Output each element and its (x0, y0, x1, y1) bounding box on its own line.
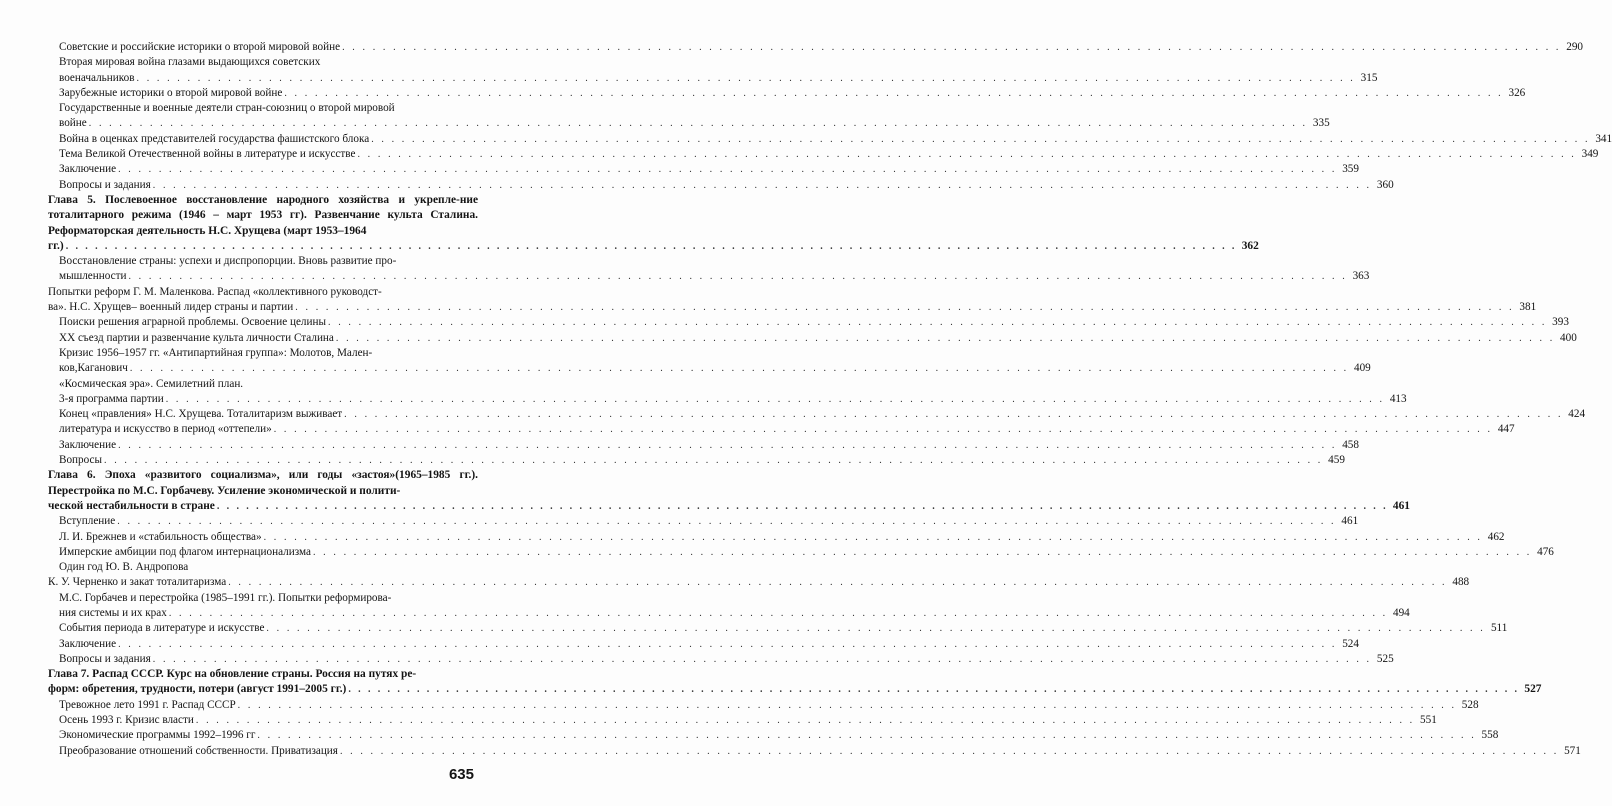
toc-leader-dots: . . . . . . . . . . . . . . . . . . . . . . . . . . . . . . . . . . . . . . . . . . . . . . . . . . . . . . . . . . . . . . . . . . . . . . . . . . . . . . . . . . . . . . . . . . . . . . . . . . . . . . . . . . . . . . . . . . . . . . . . (348, 684, 1520, 696)
toc-entry-page: 551 (1420, 714, 1437, 727)
toc-entry-title: ния системы и их крах (59, 606, 167, 619)
toc-leader-dots: . . . . . . . . . . . . . . . . . . . . . . . . . . . . . . . . . . . . . . . . . . . . . . . . . . . . . . . . . . . . . . . . . . . . . . . . . . . . . . . . . . . . . . . . . . . . . . . . . . . . . . . . . . . . . . . . . . . . . . . . (117, 516, 1337, 528)
toc-entry-title: ва». Н.С. Хрущев– военный лидер страны и партии (48, 301, 294, 314)
toc-entry (48, 346, 1371, 377)
toc-leader-dots: . . . . . . . . . . . . . . . . . . . . . . . . . . . . . . . . . . . . . . . . . . . . . . . . . . . . . . . . . . . . . . . . . . . . . . . . . . . . . . . . . . . . . . . . . . . . . . . . . . . . . . . . . . . . . . . . . . . . . . . . (357, 149, 1577, 161)
toc-leader-dots: . . . . . . . . . . . . . . . . . . . . . . . . . . . . . . . . . . . . . . . . . . . . . . . . . . . . . . . . . . . . . . . . . . . . . . . . . . . . . . . . . . . . . . . . . . . . . . . . . . . . . . . . . . . . . . . . . . . . . . . . (312, 546, 1532, 558)
toc-entry-line (48, 682, 1542, 697)
toc-entry-line (59, 407, 1586, 422)
toc-entry-lead: Вторая мировая война глазами выдающихся советских (59, 56, 321, 69)
toc-entry (48, 315, 1569, 330)
toc-leader-dots: . . . . . . . . . . . . . . . . . . . . . . . . . . . . . . . . . . . . . . . . . . . . . . . . . . . . . . . . . . . . . . . . . . . . . . . . . . . . . . . . . . . . . . . . . . . . . . . . . . . . . . . . . . . . . . . . . . . . . . . . (128, 271, 1348, 283)
toc-entry-page: 525 (1376, 652, 1394, 665)
toc-entry (48, 422, 1515, 437)
toc-entry (48, 438, 1359, 453)
toc-leader-dots: . . . . . . . . . . . . . . . . . . . . . . . . . . . . . . . . . . . . . . . . . . . . . . . . . . . . . . . . . . . . . . . . . . . . . . . . . . . . . . . . . . . . . . . . . . . . . . . . . . . . . . . . . . . . . . . . . . . . . . . . (165, 393, 1385, 405)
toc-entry (48, 285, 1537, 316)
toc-entry (48, 55, 1378, 86)
toc-entry-line (59, 438, 1359, 453)
toc-entry-page: 393 (1552, 316, 1569, 329)
toc-entry-page: 558 (1481, 729, 1499, 742)
toc-leader-dots: . . . . . . . . . . . . . . . . . . . . . . . . . . . . . . . . . . . . . . . . . . . . . . . . . . . . . . . . . . . . . . . . . . . . . . . . . . . . . . . . . . . . . . . . . . . . . . . . . . . . . . . . . . . . . . . . . . . . . . . . (129, 363, 1349, 375)
toc-leader-dots: . . . . . . . . . . . . . . . . . . . . . . . . . . . . . . . . . . . . . . . . . . . . . . . . . . . . . . . . . . . . . . . . . . . . . . . . . . . . . . . . . . . . . . . . . . . . . . . . . . . . . . . . . . . . . . . . . . . . . . . . (168, 607, 1388, 619)
toc-entry-line (59, 545, 1554, 560)
toc-entry-line (59, 361, 1371, 376)
toc-entry-title: Заключение (59, 637, 117, 650)
toc-entry-page: 349 (1581, 148, 1599, 161)
toc-entry-title: литература и искусство в период «оттепели» (59, 423, 272, 436)
toc-entry (48, 86, 1526, 101)
toc-entry-line (59, 560, 478, 575)
toc-entry-line (59, 530, 1505, 545)
toc-entry-line (59, 453, 1345, 468)
toc-entry (48, 713, 1437, 728)
toc-entry-line (59, 744, 1581, 759)
toc-entry-line (59, 86, 1526, 101)
toc-entry (48, 591, 1410, 622)
toc-entry-title: Советские и российские историки о второй мировой войне (59, 41, 341, 53)
toc-entry (48, 698, 1479, 713)
toc-entry-line (59, 269, 1370, 284)
toc-leader-dots: . . . . . . . . . . . . . . . . . . . . . . . . . . . . . . . . . . . . . . . . . . . . . . . . . . . . . . . . . . . . . . . . . . . . . . . . . . . . . . . . . . . . . . . . . . . . . . . . . . . . . . . . . . . . . . . . . . . . . . . . (152, 179, 1372, 191)
toc-entry-lead: Восстановление страны: успехи и диспропорции. Вновь развитие про- (59, 255, 397, 268)
toc-entry-title: Тема Великой Отечественной войны в литературе и искусстве (59, 148, 356, 161)
toc-entry-lead: Государственные и военные деятели стран-союзниц о второй мировой (59, 102, 395, 115)
toc-leader-dots: . . . . . . . . . . . . . . . . . . . . . . . . . . . . . . . . . . . . . . . . . . . . . . . . . . . . . . . . . . . . . . . . . . . . . . . . . . . . . . . . . . . . . . . . . . . . . . . . . . . . . . . . . . . . . . . . . . . . . . . . (118, 164, 1337, 176)
toc-entry-page: 363 (1352, 270, 1370, 283)
toc-entry-line (59, 392, 1407, 407)
toc-leader-dots: . . . . . . . . . . . . . . . . . . . . . . . . . . . . . . . . . . . . . . . . . . . . . . . . . . . . . . . . . . . . . . . . . . . . . . . . . . . . . . . . . . . . . . . . . . . . . . . . . . . . . . . . . . . . . . . . . . . . . . . . (65, 240, 1237, 252)
toc-entry-page: 461 (1341, 515, 1359, 528)
toc-entry-line (59, 621, 1508, 636)
toc-entry-page: 458 (1342, 438, 1359, 451)
toc-entry-lead: Кризис 1956–1957 гг. «Антипартийная группа»: Молотов, Мален- (59, 346, 373, 359)
toc-entry-line (59, 331, 1577, 346)
toc-entry-line (59, 178, 1394, 193)
toc-entry-line (59, 422, 1515, 437)
toc-entry-page: 511 (1490, 622, 1508, 635)
toc-entry (48, 162, 1359, 177)
toc-entry-line (59, 116, 1330, 131)
toc-entry-page: 462 (1487, 530, 1505, 543)
toc-entry-title: Преобразование отношений собственности. Приватизация (59, 744, 338, 757)
toc-entry (48, 575, 1470, 590)
toc-entry (48, 530, 1505, 545)
toc-entry (48, 40, 1583, 55)
toc-entry (48, 178, 1394, 193)
toc-leader-dots: . . . . . . . . . . . . . . . . . . . . . . . . . . . . . . . . . . . . . . . . . . . . . . . . . . . . . . . . . . . . . . . . . . . . . . . . . . . . . . . . . . . . . . . . . . . . . . . . . . . . . . . . . . . . . . . . . . . . . . . . (284, 87, 1504, 99)
toc-entry-line (59, 698, 1479, 713)
toc-entry-page: 459 (1328, 454, 1345, 467)
toc-entry-line (59, 514, 1359, 529)
toc-leader-dots: . . . . . . . . . . . . . . . . . . . . . . . . . . . . . . . . . . . . . . . . . . . . . . . . . . . . . . . . . . . . . . . . . . . . . . . . . . . . . . . . . . . . . . . . . . . . . . . . . . . . . . . . . . . . . . . . . . . . . . . . (263, 531, 1483, 543)
toc-entry-lead: Попытки реформ Г. М. Маленкова. Распад «коллективного руководст- (48, 285, 382, 298)
toc-leader-dots: . . . . . . . . . . . . . . . . . . . . . . . . . . . . . . . . . . . . . . . . . . . . . . . . . . . . . . . . . . . . . . . . . . . . . . . . . . . . . . . . . . . . . . . . . . . . . . . . . . . . . . . . . . . . . . . . . . . . . . . . (152, 653, 1372, 665)
toc-entry (48, 652, 1394, 667)
toc-entry-title: Война в оценках представителей государства фашистского блока (59, 132, 370, 145)
toc-entry-title: ческой нестабильности в стране (48, 499, 215, 512)
toc-entry-line (59, 637, 1359, 652)
toc-entry-line (59, 315, 1569, 330)
toc-entry-page: 381 (1519, 301, 1537, 314)
toc-entry (48, 254, 1370, 285)
toc-entry (48, 621, 1508, 636)
toc-entry-title: Заключение (59, 438, 117, 451)
toc-entry (48, 101, 1330, 132)
toc-leader-dots: . . . . . . . . . . . . . . . . . . . . . . . . . . . . . . . . . . . . . . . . . . . . . . . . . . . . . . . . . . . . . . . . . . . . . . . . . . . . . . . . . . . . . . . . . . . . . . . . . . . . . . . . . . . . . . . . . . . . . . . . (335, 332, 1555, 344)
toc-entry (48, 407, 1586, 422)
toc-entry (48, 132, 1612, 147)
toc-entry-page: 400 (1560, 331, 1577, 344)
toc-entry-title: форм: обретения, трудности, потери (август 1991–2005 гг.) (48, 683, 347, 696)
toc-entry-title: войне (59, 117, 87, 130)
toc-entry (48, 331, 1577, 346)
toc-entry (48, 514, 1359, 529)
toc-entry-line (59, 162, 1359, 177)
toc-leader-dots: . . . . . . . . . . . . . . . . . . . . . . . . . . . . . . . . . . . . . . . . . . . . . . . . . . . . . . . . . . . . . . . . . . . . . . . . . . . . . . . . . . . . . . . . . . . . . . . . . . . . . . . . . . . . . . . . . . . . . . . . (344, 409, 1564, 421)
toc-leader-dots: . . . . . . . . . . . . . . . . . . . . . . . . . . . . . . . . . . . . . . . . . . . . . . . . . . . . . . . . . . . . . . . . . . . . . . . . . . . . . . . . . . . . . . . . . . . . . . . . . . . . . . . . . . . . . . . . . . . . . . . . (118, 638, 1337, 650)
toc-leader-dots: . . . . . . . . . . . . . . . . . . . . . . . . . . . . . . . . . . . . . . . . . . . . . . . . . . . . . . . . . . . . . . . . . . . . . . . . . . . . . . . . . . . . . . . . . . . . . . . . . . . . . . . . . . . . . . . . . . . . . . . . (237, 699, 1457, 711)
toc-leader-dots: . . . . . . . . . . . . . . . . . . . . . . . . . . . . . . . . . . . . . . . . . . . . . . . . . . . . . . . . . . . . . . . . . . . . . . . . . . . . . . . . . . . . . . . . . . . . . . . . . . . . . . . . . . . . . . . . . . . . . . . . (342, 42, 1561, 53)
toc-entry-page: 341 (1595, 132, 1612, 145)
toc-entry-page: 413 (1389, 392, 1407, 405)
toc-entry-title: XX съезд партии и развенчание культа личности Сталина (59, 331, 334, 344)
toc-entry-title: гг.) (48, 239, 64, 252)
toc-entry-page: 528 (1461, 698, 1479, 711)
toc-entry-page: 315 (1360, 71, 1378, 84)
toc-entry-page: 571 (1564, 744, 1581, 757)
toc-entry-title: Заключение (59, 163, 117, 176)
toc-entry-page: 362 (1241, 239, 1259, 252)
toc-entry-lead: Глава 6. Эпоха «развитого социализма», или годы «застоя»(1965–1985 гг.). Перестройка по М.С. Горбачеву. Усиление экономической и полити- (48, 469, 478, 497)
toc-entry (48, 728, 1499, 743)
toc-entry-line (48, 239, 1259, 254)
toc-leader-dots: . . . . . . . . . . . . . . . . . . . . . . . . . . . . . . . . . . . . . . . . . . . . . . . . . . . . . . . . . . . . . . . . . . . . . . . . . . . . . . . . . . . . . . . . . . . . . . . . . . . . . . . . . . . . . . . . . . . . . . . . (257, 730, 1477, 742)
toc-entry-page: 359 (1342, 163, 1359, 176)
toc-leader-dots: . . . . . . . . . . . . . . . . . . . . . . . . . . . . . . . . . . . . . . . . . . . . . . . . . . . . . . . . . . . . . . . . . . . . . . . . . . . . . . . . . . . . . . . . . . . . . . . . . . . . . . . . . . . . . . . . . . . . . . . . (195, 715, 1415, 727)
toc-entry-line (48, 575, 1470, 590)
toc-entry (48, 744, 1581, 759)
toc-entry (48, 453, 1345, 468)
toc-entry-title: Л. И. Брежнев и «стабильность общества» (59, 530, 262, 543)
toc-chapter-entry (48, 193, 1259, 254)
toc-entry-page: 290 (1566, 41, 1583, 53)
toc-entry-title: Осень 1993 г. Кризис власти (59, 714, 194, 727)
toc-entry-page: 424 (1568, 408, 1586, 421)
toc-entry-page: 360 (1376, 178, 1394, 191)
toc-chapter-entry (48, 468, 1410, 514)
toc-entry-title: Имперские амбиции под флагом интернационализма (59, 545, 311, 558)
toc-entry-page: 476 (1537, 545, 1554, 558)
toc-entry-lead: М.С. Горбачев и перестройка (1985–1991 гг.). Попытки реформирова- (59, 591, 392, 604)
toc-entry-line (59, 713, 1437, 728)
table-of-contents (48, 40, 1612, 759)
toc-entry-title: ков,Каганович (59, 362, 128, 375)
toc-entry-line (59, 652, 1394, 667)
toc-leader-dots: . . . . . . . . . . . . . . . . . . . . . . . . . . . . . . . . . . . . . . . . . . . . . . . . . . . . . . . . . . . . . . . . . . . . . . . . . . . . . . . . . . . . . . . . . . . . . . . . . . . . . . . . . . . . . . . . . . . . . . . . (104, 455, 1323, 467)
toc-entry-page: 461 (1392, 499, 1410, 512)
toc-entry-line (59, 71, 1378, 86)
page-number: 635 (448, 766, 474, 783)
toc-entry-line (59, 728, 1499, 743)
toc-entry-title: К. У. Черненко и закат тоталитаризма (48, 576, 227, 589)
toc-entry (48, 377, 1407, 408)
toc-entry (48, 147, 1599, 162)
toc-entry (48, 560, 478, 575)
toc-entry-title: Конец «правления» Н.С. Хрущева. Тоталитаризм выживает (59, 408, 343, 421)
toc-entry-line (59, 606, 1410, 621)
toc-entry-line (48, 499, 1410, 514)
toc-entry-page: 527 (1524, 683, 1542, 696)
toc-leader-dots: . . . . . . . . . . . . . . . . . . . . . . . . . . . . . . . . . . . . . . . . . . . . . . . . . . . . . . . . . . . . . . . . . . . . . . . . . . . . . . . . . . . . . . . . . . . . . . . . . . . . . . . . . . . . . . . . . . . . . . . . (216, 500, 1388, 512)
toc-entry-title: Вопросы и задания (59, 178, 151, 191)
toc-leader-dots: . . . . . . . . . . . . . . . . . . . . . . . . . . . . . . . . . . . . . . . . . . . . . . . . . . . . . . . . . . . . . . . . . . . . . . . . . . . . . . . . . . . . . . . . . . . . . . . . . . . . . . . . . . . . . . . . . . . . . . . . (136, 72, 1356, 84)
toc-entry-title: мышленности (59, 270, 127, 283)
toc-leader-dots: . . . . . . . . . . . . . . . . . . . . . . . . . . . . . . . . . . . . . . . . . . . . . . . . . . . . . . . . . . . . . . . . . . . . . . . . . . . . . . . . . . . . . . . . . . . . . . . . . . . . . . . . . . . . . . . . . . . . . . . . (118, 439, 1337, 451)
toc-entry-title: Тревожное лето 1991 г. Распад СССР (59, 698, 236, 711)
toc-entry-page: 335 (1312, 117, 1330, 130)
toc-entry-line (59, 132, 1612, 147)
toc-entry-title: Экономические программы 1992–1996 гг (59, 729, 256, 742)
toc-entry-line (59, 147, 1599, 162)
toc-entry-title: военачальников (59, 71, 135, 84)
toc-leader-dots: . . . . . . . . . . . . . . . . . . . . . . . . . . . . . . . . . . . . . . . . . . . . . . . . . . . . . . . . . . . . . . . . . . . . . . . . . . . . . . . . . . . . . . . . . . . . . . . . . . . . . . . . . . . . . . . . . . . . . . . . (266, 623, 1486, 635)
toc-entry-lead: Глава 5. Послевоенное восстановление народного хозяйства и укрепле-ние тоталитарного режима (1946 – март 1953 гг). Развенчание культа Сталина. Реформаторская деятельность Н.С. Хрущева (март 1953–1964 (48, 193, 478, 237)
toc-entry-title: Зарубежные историки о второй мировой войне (59, 86, 283, 99)
toc-entry (48, 637, 1359, 652)
toc-entry-line (48, 300, 1537, 315)
toc-entry-page: 488 (1452, 576, 1470, 589)
toc-entry-page: 524 (1342, 637, 1359, 650)
toc-entry-title: Вступление (59, 515, 116, 528)
toc-leader-dots: . . . . . . . . . . . . . . . . . . . . . . . . . . . . . . . . . . . . . . . . . . . . . . . . . . . . . . . . . . . . . . . . . . . . . . . . . . . . . . . . . . . . . . . . . . . . . . . . . . . . . . . . . . . . . . . . . . . . . . . . (295, 302, 1515, 314)
toc-chapter-entry (48, 667, 1542, 698)
toc-leader-dots: . . . . . . . . . . . . . . . . . . . . . . . . . . . . . . . . . . . . . . . . . . . . . . . . . . . . . . . . . . . . . . . . . . . . . . . . . . . . . . . . . . . . . . . . . . . . . . . . . . . . . . . . . . . . . . . . . . . . . . . . (228, 577, 1448, 589)
toc-leader-dots: . . . . . . . . . . . . . . . . . . . . . . . . . . . . . . . . . . . . . . . . . . . . . . . . . . . . . . . . . . . . . . . . . . . . . . . . . . . . . . . . . . . . . . . . . . . . . . . . . . . . . . . . . . . . . . . . . . . . . . . . (339, 745, 1559, 757)
toc-entry-title: События периода в литературе и искусстве (59, 622, 265, 635)
toc-entry-page: 447 (1497, 423, 1515, 436)
toc-entry-lead: Глава 7. Распад СССР. Курс на обновление страны. Россия на путях ре- (48, 668, 417, 681)
toc-entry-title: Вопросы (59, 454, 102, 467)
toc-entry-line (59, 40, 1583, 55)
toc-entry-title: Вопросы и задания (59, 652, 151, 665)
toc-leader-dots: . . . . . . . . . . . . . . . . . . . . . . . . . . . . . . . . . . . . . . . . . . . . . . . . . . . . . . . . . . . . . . . . . . . . . . . . . . . . . . . . . . . . . . . . . . . . . . . . . . . . . . . . . . . . . . . . . . . . . . . . (328, 317, 1547, 329)
toc-entry-title: Поиски решения аграрной проблемы. Освоение целины (59, 316, 327, 329)
toc-entry-page: 409 (1353, 362, 1371, 375)
toc-entry-page: 326 (1508, 86, 1526, 99)
toc-entry (48, 545, 1554, 560)
toc-leader-dots: . . . . . . . . . . . . . . . . . . . . . . . . . . . . . . . . . . . . . . . . . . . . . . . . . . . . . . . . . . . . . . . . . . . . . . . . . . . . . . . . . . . . . . . . . . . . . . . . . . . . . . . . . . . . . . . . . . . . . . . . (88, 118, 1308, 130)
toc-entry-title: Один год Ю. В. Андропова (59, 561, 189, 574)
toc-entry-page: 494 (1392, 606, 1410, 619)
toc-leader-dots: . . . . . . . . . . . . . . . . . . . . . . . . . . . . . . . . . . . . . . . . . . . . . . . . . . . . . . . . . . . . . . . . . . . . . . . . . . . . . . . . . . . . . . . . . . . . . . . . . . . . . . . . . . . . . . . . . . . . . . . . (371, 133, 1591, 145)
toc-leader-dots: . . . . . . . . . . . . . . . . . . . . . . . . . . . . . . . . . . . . . . . . . . . . . . . . . . . . . . . . . . . . . . . . . . . . . . . . . . . . . . . . . . . . . . . . . . . . . . . . . . . . . . . . . . . . . . . . . . . . . . . . (273, 424, 1493, 436)
toc-entry-title: 3-я программа партии (59, 392, 164, 405)
toc-entry-lead: «Космическая эра». Семилетний план. (59, 377, 244, 390)
